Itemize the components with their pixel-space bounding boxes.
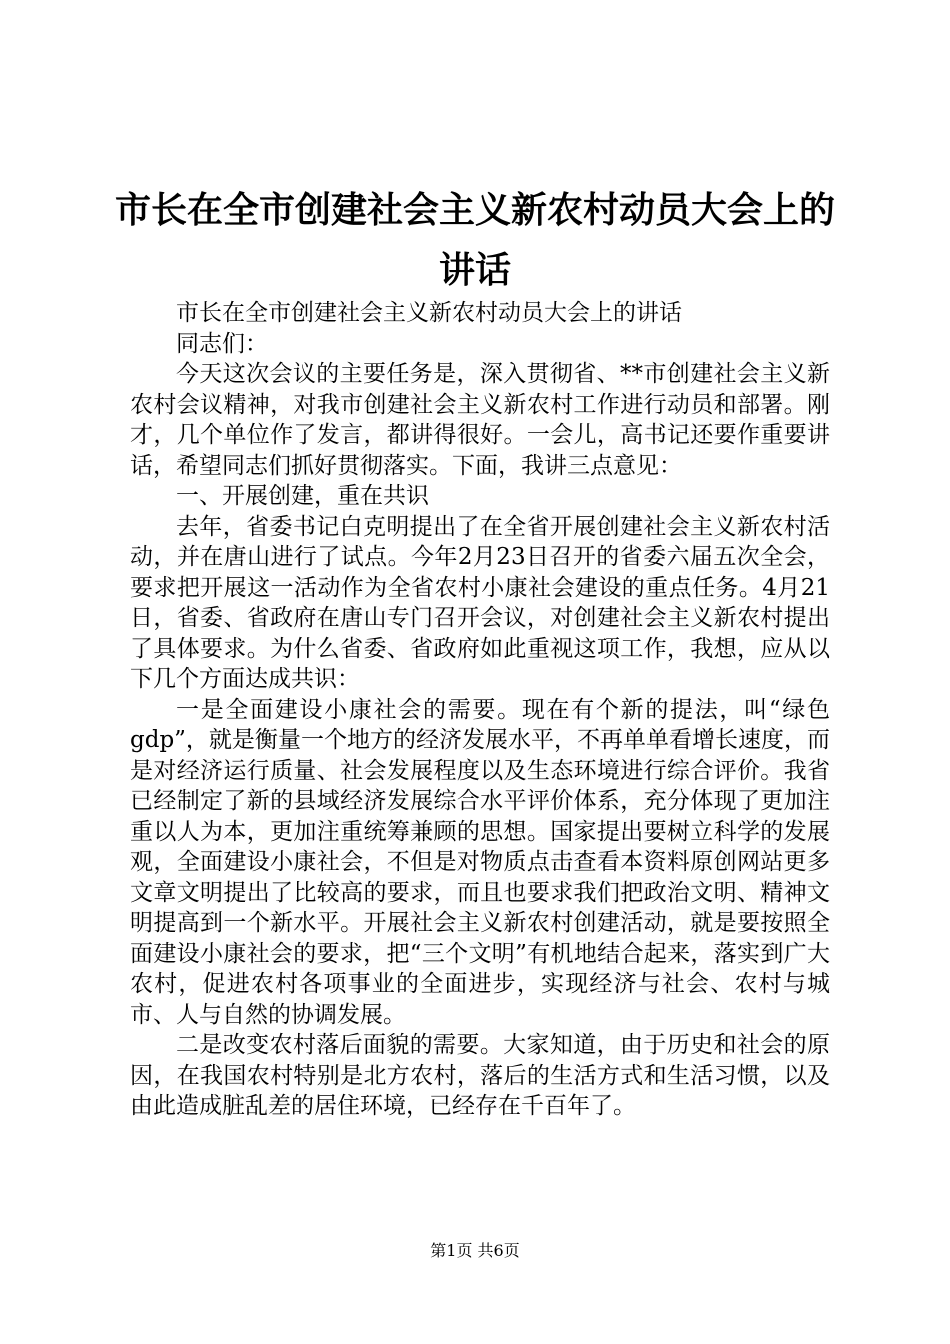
document-title-line-1: 市长在全市创建社会主义新农村动员大会上的 bbox=[114, 190, 835, 231]
document-title-line-2: 讲话 bbox=[438, 250, 511, 291]
paragraph: 今天这次会议的主要任务是，深入贯彻省、**市创建社会主义新农村会议精神，对我市创建社会主义新农村工作进行动员和部署。刚才，几个单位作了发言，都讲得很好。一会儿，高书记还要作重要讲话，希望同志们抓好贯彻落实。下面，我讲三点意见： bbox=[130, 361, 830, 479]
paragraph: 二是改变农村落后面貌的需要。大家知道，由于历史和社会的原因，在我国农村特别是北方农村，落后的生活方式和生活习惯，以及由此造成脏乱差的居住环境，已经存在千百年了。 bbox=[130, 1032, 830, 1119]
page-number-footer: 第1页 共6页 bbox=[430, 1241, 520, 1260]
paragraph-salutation: 同志们： bbox=[176, 330, 268, 357]
paragraph-subtitle: 市长在全市创建社会主义新农村动员大会上的讲话 bbox=[176, 300, 682, 326]
paragraph: 一是全面建设小康社会的需要。现在有个新的提法，叫“绿色gdp”，就是衡量一个地方的经济发展水平，不再单单看增长速度，而是对经济运行质量、社会发展程度以及生态环境进行综合评价。我省已经制定了新的县域经济发展综合水平评价体系，充分体现了更加注重以人为本，更加注重统筹兼顾的思想。国家提出要树立科学的发展观，全面建设小康社会，不但是对物质点击查看本资料原创网站更多文章文明提出了比较高的要求，而且也要求我们把政治文明、精神文明提高到一个新水平。开展社会主义新农村创建活动，就是要按照全面建设小康社会的要求，把“三个文明”有机地结合起来，落实到广大农村，促进农村各项事业的全面进步，实现经济与社会、农村与城市、人与自然的协调发展。 bbox=[130, 696, 830, 1028]
paragraph: 去年，省委书记白克明提出了在全省开展创建社会主义新农村活动，并在唐山进行了试点。今年2月23日召开的省委六届五次全会，要求把开展这一活动作为全省农村小康社会建设的重点任务。4月21日，省委、省政府在唐山专门召开会议，对创建社会主义新农村提出了具体要求。为什么省委、省政府如此重视这项工作，我想，应从以下几个方面达成共识： bbox=[130, 513, 830, 692]
section-heading: 一、开展创建，重在共识 bbox=[176, 483, 429, 509]
document-body bbox=[130, 298, 830, 1122]
